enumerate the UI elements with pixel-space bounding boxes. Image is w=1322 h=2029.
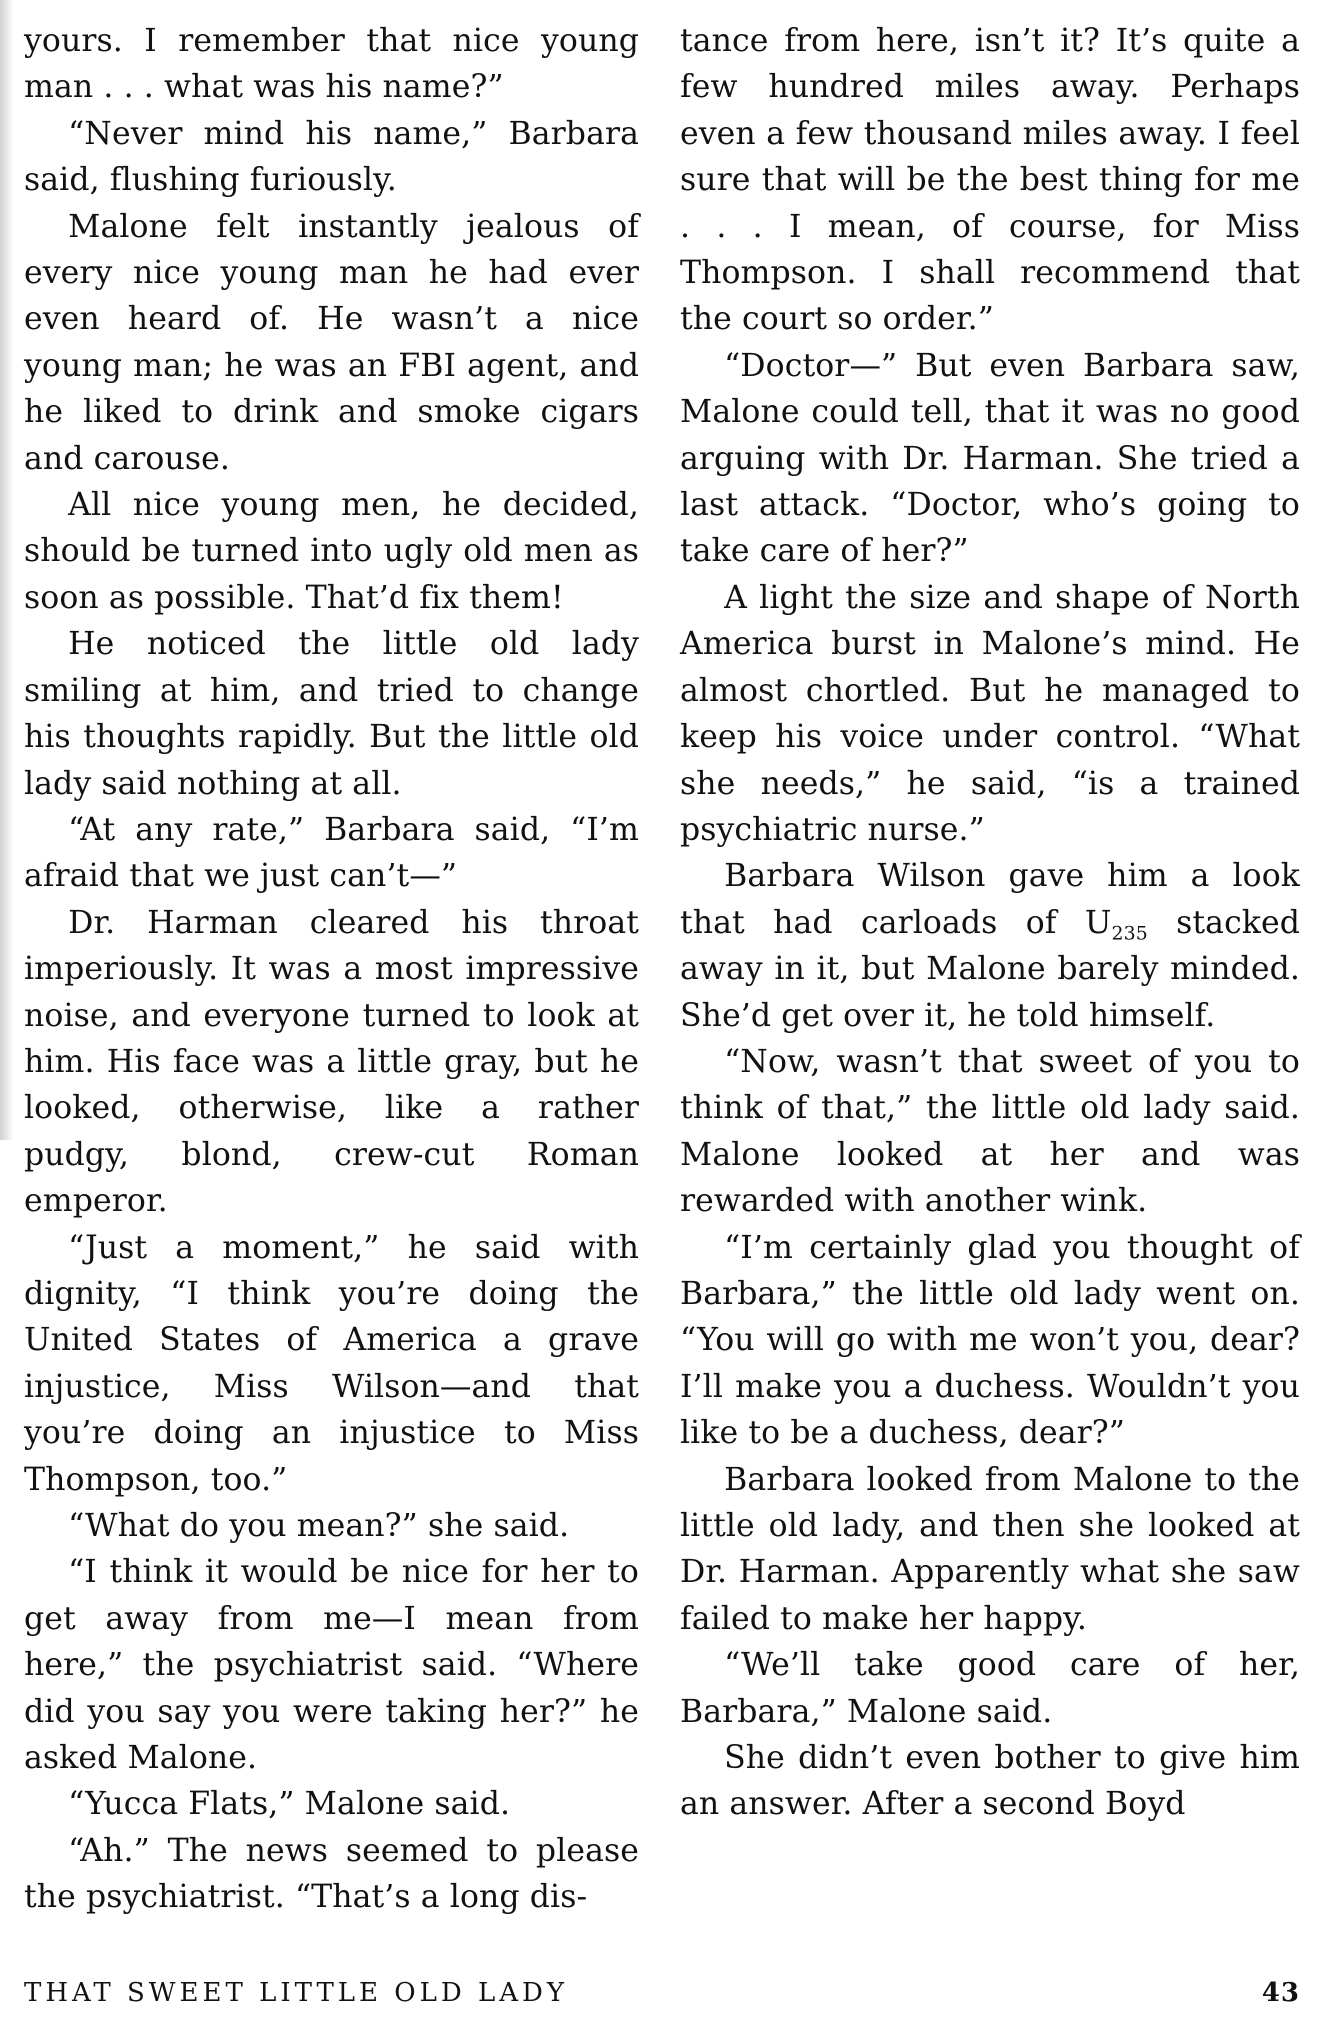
page-number: 43 [1261, 1978, 1300, 2008]
right-column [680, 18, 1300, 1828]
paragraph: Malone felt instantly jealous of every nice young man he had ever even heard of. He wasn’t a nice young man; he was an FBI agent, and he liked to drink and smoke cigars and carouse. [24, 208, 639, 477]
paragraph: “I think it would be nice for her to get away from me—I mean from here,” the psychiatrist said. “Where did you say you were taking her?” he asked Malone. [24, 1554, 639, 1777]
text-run: Barbara Wilson gave him a look that had carloads of U [680, 858, 1300, 941]
paragraph: “What do you mean?” she said. [68, 1508, 570, 1544]
paragraph: Dr. Harman cleared his throat imperiously. It was a most impressive noise, and everyone turned to look at him. His face was a little gray, but he looked, otherwise, like a rather pudgy, blond, crew-cut Roman emperor. [24, 904, 639, 1220]
paragraph: “I’m certainly glad you thought of Barbara,” the little old lady went on. “You will go with me won’t you, dear? I’ll make you a duchess. Wouldn’t you like to be a duchess, dear?” [680, 1229, 1300, 1452]
paragraph: All nice young men, he decided, should be turned into ugly old men as soon as possible. That’d fix them! [24, 487, 639, 616]
paragraph: She didn’t even bother to give him an answer. After a second Boyd [680, 1740, 1300, 1823]
scan-shadow-edge [0, 0, 14, 1140]
paragraph: yours. I remember that nice young man . . . what was his name?” [24, 23, 639, 106]
paragraph: A light the size and shape of North America burst in Malone’s mind. He almost chortled. But he managed to keep his voice under control. “What she needs,” he said, “is a trained psychiatric nurse.” [680, 579, 1300, 848]
paragraph: “We’ll take good care of her, Barbara,” Malone said. [680, 1647, 1300, 1730]
paragraph: He noticed the little old lady smiling at him, and tried to change his thoughts rapidly. But the little old lady said nothing at all. [24, 626, 639, 802]
paragraph: tance from here, isn’t it? It’s quite a few hundred miles away. Perhaps even a few thousand miles away. I feel sure that will be the best thing for me . . . I mean, of course, for Miss Thompson. I shall recommend that the court so order.” [680, 23, 1300, 338]
text-run: stacked away in it, but Malone barely minded. She’d get over it, he told himself. [680, 904, 1300, 1034]
subscript-235: 235 [1111, 922, 1148, 945]
paragraph: “Just a moment,” he said with dignity, “I think you’re doing the United States of America a grave injustice, Miss Wilson—and that you’re doing an injustice to Miss Thompson, too.” [24, 1229, 639, 1498]
paragraph: “At any rate,” Barbara said, “I’m afraid that we just can’t—” [24, 811, 639, 895]
paragraph: “Doctor—” But even Barbara saw, Malone could tell, that it was no good arguing with Dr. Harman. She tried a last attack. “Doctor, who’s going to take care of her?” [680, 347, 1300, 570]
paragraph: “Never mind his name,” Barbara said, flushing furiously. [24, 115, 639, 199]
running-title: THAT SWEET LITTLE OLD LADY [24, 1978, 569, 2008]
left-column [24, 18, 639, 1921]
paragraph: “Yucca Flats,” Malone said. [68, 1786, 511, 1823]
paragraph: “Ah.” The news seemed to please the psychiatrist. “That’s a long dis- [24, 1832, 639, 1916]
paragraph-with-subscript [680, 853, 1300, 1039]
paragraph: “Now, wasn’t that sweet of you to think of that,” the little old lady said. Malone looked at her and was rewarded with another wink. [680, 1043, 1300, 1220]
paragraph: Barbara looked from Malone to the little old lady, and then she looked at Dr. Harman. Apparently what she saw failed to make her happy. [680, 1461, 1300, 1637]
